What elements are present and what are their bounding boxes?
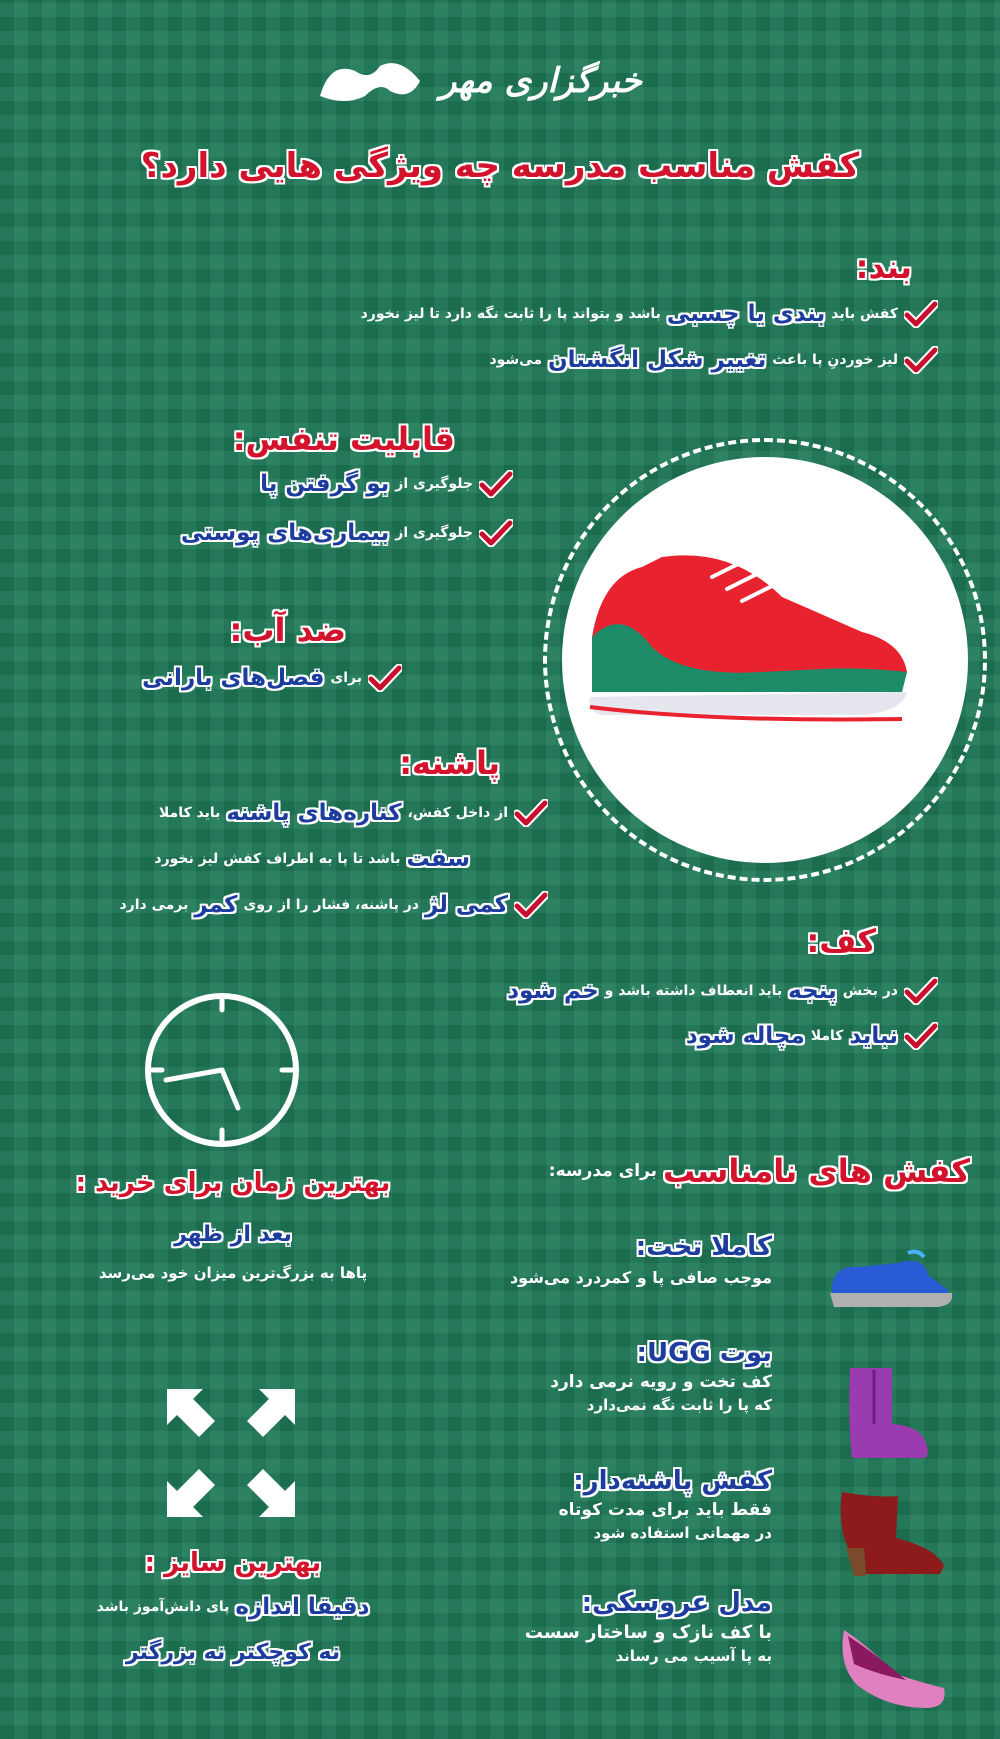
text: از داخل کفش، — [407, 805, 508, 821]
best-time-desc: پاها به بزرگ‌ترین میزان خود می‌رسد — [98, 1264, 368, 1282]
unsuitable-item-flat — [510, 1232, 772, 1287]
heel-line-2 — [154, 846, 470, 872]
page-title: کفش مناسب مدرسه چه ویژگی هایی دارد؟ — [140, 146, 860, 186]
item-desc: موجب صافی پا و کمردرد می‌شود — [509, 1268, 772, 1287]
emphasis: پنجه — [788, 978, 837, 1004]
check-icon — [904, 300, 938, 328]
text: باید کاملا — [158, 805, 221, 821]
mehr-news-logo — [310, 48, 680, 114]
check-icon — [904, 1022, 938, 1050]
emphasis: فصل‌های بارانی — [142, 665, 325, 691]
text: در بخش — [842, 983, 898, 999]
shoe-circle — [562, 457, 968, 863]
emphasis: کناره‌های پاشنه — [226, 800, 402, 826]
check-icon — [904, 346, 938, 374]
item-desc: به پا آسیب می رساند — [615, 1647, 772, 1665]
text: برمی دارد — [119, 897, 189, 913]
item-desc: با کف نازک و ساختار سست — [524, 1622, 772, 1643]
best-size-line-2: نه کوچکتر نه بزرگتر — [125, 1640, 341, 1665]
breath-line-2 — [181, 519, 513, 547]
lace-heading: بند: — [855, 248, 912, 286]
emphasis: خم شود — [507, 978, 599, 1004]
ugg-boot-icon — [846, 1364, 932, 1462]
breathability-heading: قابلیت تنفس: — [232, 420, 455, 458]
lace-line-2 — [489, 346, 938, 374]
emphasis: بو گرفتن پا — [260, 471, 390, 497]
emphasis: مچاله شود — [685, 1023, 805, 1049]
waterproof-heading: ضد آب: — [229, 611, 346, 649]
expand-arrows-icon — [163, 1385, 299, 1521]
unsuitable-suffix: برای مدرسه: — [548, 1161, 658, 1181]
item-title: کفش پاشنه‌دار: — [573, 1466, 772, 1496]
item-desc: که پا را ثابت نگه نمی‌دارد — [586, 1396, 772, 1414]
emphasis: بندی یا چسبی — [666, 301, 826, 327]
text: باید انعطاف داشته باشد و — [604, 983, 783, 999]
emphasis: دقیقا اندازه — [235, 1594, 370, 1620]
item-title: مدل عروسکی: — [581, 1588, 772, 1618]
unsuitable-item-ballet — [525, 1588, 772, 1665]
heel-line-3 — [120, 891, 549, 919]
text: لیز خوردنِ پا باعث — [772, 352, 898, 368]
heel-heading: پاشنه: — [399, 744, 500, 782]
text: جلوگیری از — [395, 476, 473, 492]
mehr-logo-icon — [310, 51, 430, 111]
check-icon — [514, 799, 548, 827]
text: جلوگیری از — [395, 525, 473, 541]
text: باشد تا پا به اطراف کفش لیز نخورد — [154, 851, 401, 867]
unsuitable-heading — [549, 1152, 970, 1190]
sole-heading: کف: — [806, 922, 876, 960]
text: برای — [330, 670, 362, 686]
item-desc: در مهمانی استفاده شود — [593, 1524, 772, 1542]
emphasis: تغییر شکل انگشتان — [548, 347, 767, 373]
logo-text: خبرگزاری مهر — [440, 61, 642, 101]
check-icon — [479, 470, 513, 498]
text: کفش باید — [831, 306, 898, 322]
item-title: کاملا تخت: — [635, 1232, 772, 1262]
waterproof-line-1 — [142, 664, 402, 692]
best-time-answer: بعد از ظهر — [174, 1222, 292, 1247]
item-desc: کف تخت و رویه نرمی دارد — [550, 1372, 772, 1392]
heeled-boot-icon — [836, 1488, 950, 1582]
unsuitable-item-ugg — [550, 1338, 772, 1414]
lace-line-1 — [361, 300, 938, 328]
best-time-heading: بهترین زمان برای خرید : — [75, 1168, 391, 1198]
unsuitable-item-heels — [559, 1466, 772, 1542]
emphasis: کمی لژ — [424, 892, 508, 918]
text: باشد و بتواند پا را ثابت نگه دارد تا لیز نخورد — [360, 306, 661, 322]
breath-line-1 — [260, 470, 513, 498]
emphasis: سفت — [406, 846, 470, 872]
check-icon — [368, 664, 402, 692]
check-icon — [479, 519, 513, 547]
unsuitable-title: کفش های نامناسب — [663, 1152, 970, 1190]
text: کاملا — [810, 1028, 844, 1044]
best-size-heading: بهترین سایز : — [144, 1548, 322, 1578]
text: می‌شود — [489, 352, 543, 368]
clock-icon — [142, 990, 302, 1150]
red-sneaker-icon — [562, 457, 968, 863]
flat-sneaker-icon — [828, 1245, 956, 1313]
text: پای دانش‌آموز باشد — [96, 1599, 230, 1615]
check-icon — [904, 977, 938, 1005]
heel-line-1 — [159, 799, 548, 827]
item-desc: فقط باید برای مدت کوتاه — [558, 1500, 772, 1520]
emphasis: بیماری‌های پوستی — [180, 520, 390, 546]
ballet-flat-icon — [836, 1624, 950, 1714]
sole-line-2 — [686, 1022, 938, 1050]
text: در پاشنه، فشار را از روی — [243, 897, 419, 913]
best-size-line-1 — [40, 1594, 426, 1620]
emphasis: کمر — [194, 892, 238, 918]
emphasis: نباید — [849, 1023, 898, 1049]
check-icon — [514, 891, 548, 919]
item-title: بوت UGG: — [636, 1338, 772, 1368]
sole-line-1 — [507, 977, 938, 1005]
